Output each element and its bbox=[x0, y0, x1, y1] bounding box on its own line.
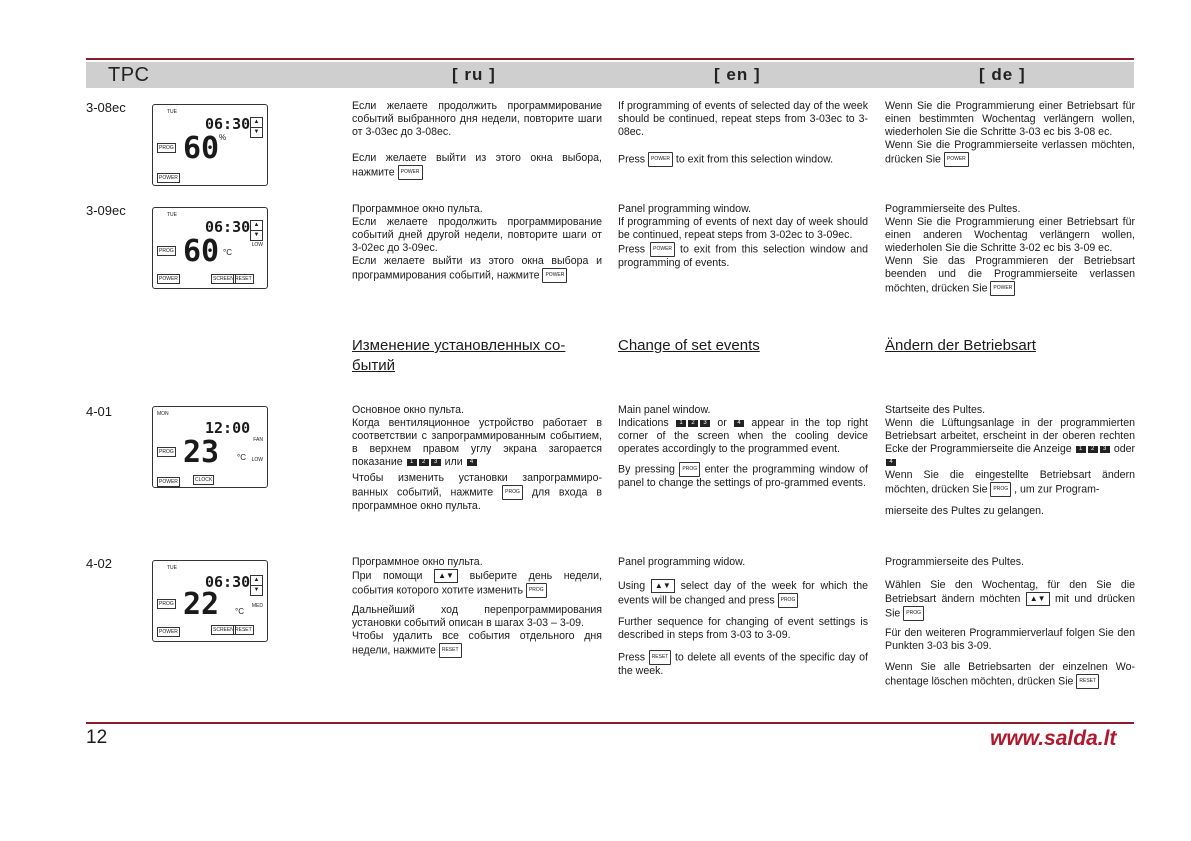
en-text bbox=[618, 100, 868, 167]
en-para: Using bbox=[618, 579, 646, 592]
clock-key: CLOCK bbox=[195, 477, 213, 483]
de-text bbox=[885, 203, 1135, 296]
de-para: Pogrammierseite des Pultes. bbox=[885, 203, 1021, 215]
prog-key: PROG bbox=[679, 462, 700, 477]
up-down-key-icon: ▲▼ bbox=[651, 579, 675, 593]
day-label: TUE bbox=[167, 212, 177, 218]
up-arrow-icon: ▲ bbox=[250, 575, 263, 586]
indicator-icon: 3 bbox=[700, 420, 710, 427]
de-para: Startseite des Pultes. bbox=[885, 404, 986, 416]
lcd-screen bbox=[152, 104, 268, 186]
de-para: oder bbox=[1113, 443, 1136, 455]
header-bar bbox=[86, 62, 1134, 88]
indicator-icon: 1 bbox=[407, 459, 417, 466]
power-key: POWER bbox=[159, 629, 178, 635]
de-para: , um zur Program- bbox=[1014, 483, 1100, 496]
power-key: POWER bbox=[650, 242, 675, 257]
en-text bbox=[618, 556, 868, 678]
en-para: If programming of events of next day of week should be continued, repeat steps from 3-02ec to 3-09ec. bbox=[618, 216, 868, 241]
up-arrow-icon: ▲ bbox=[250, 117, 263, 128]
power-key: POWER bbox=[398, 165, 423, 180]
de-para: Wenn Sie alle Betriebsarten der einzelnen Wo-chentage löschen möchten, drücken Sie bbox=[885, 661, 1135, 688]
lcd-time: 06:30 bbox=[205, 115, 251, 133]
up-down-key-icon: ▲▼ bbox=[1026, 592, 1050, 606]
en-para: to exit from this selection window. bbox=[675, 153, 834, 166]
en-para: Further sequence for changing of event settings is described in steps from 3-03 to 3-09. bbox=[618, 616, 868, 641]
lcd-screen bbox=[152, 207, 268, 289]
en-para: Press bbox=[618, 243, 646, 256]
day-label: TUE bbox=[167, 109, 177, 115]
ru-para: Программное окно пульта. bbox=[352, 556, 483, 568]
lcd-screen bbox=[152, 560, 268, 642]
de-text bbox=[885, 556, 1135, 689]
en-text bbox=[618, 203, 868, 270]
de-text bbox=[885, 100, 1135, 167]
ru-para: Когда вентиляционное устройство работает в соответствии с запрограммированным событием, в верхнем правом углу экрана загорается показание bbox=[352, 417, 602, 468]
power-key: POWER bbox=[159, 479, 178, 485]
en-para: If programming of events of selected day of the week should be continued, repeat steps from 3-03ec to 3-08ec. bbox=[618, 100, 868, 138]
ru-text bbox=[352, 404, 602, 513]
website-link[interactable]: www.salda.lt bbox=[990, 727, 1117, 750]
ru-para: Чтобы удалить все события отдельного дня недели, нажмите bbox=[352, 630, 602, 657]
en-para: Press bbox=[618, 651, 646, 664]
power-key: POWER bbox=[542, 268, 567, 283]
en-para: Indications bbox=[618, 417, 669, 429]
en-para: to delete all events of the specific day of the week. bbox=[618, 651, 868, 677]
de-text bbox=[885, 404, 1135, 518]
top-rule bbox=[86, 58, 1134, 60]
de-para: Wenn die Lüftungsanlage in der programmierten Betriebsart arbeitet, erscheint in der oberen rechten Ecke der Programmierseite die Anzeige bbox=[885, 417, 1135, 455]
en-para: enter the programming window of panel to change the settings of pro-grammed events. bbox=[618, 463, 868, 489]
step-label: 3-08ec bbox=[86, 100, 126, 115]
indicator-icon: 3 bbox=[431, 459, 441, 466]
prog-key: PROG bbox=[903, 606, 924, 621]
indicator-icon: 4 bbox=[886, 459, 896, 466]
ru-para: Чтобы изменить установки запрограммиро-ванных событий, нажмите bbox=[352, 472, 602, 499]
reset-key: RESET bbox=[235, 627, 252, 633]
bottom-rule bbox=[86, 722, 1134, 724]
lcd-unit: °C bbox=[223, 248, 232, 257]
ru-para: Программное окно пульта. bbox=[352, 203, 483, 215]
ru-para: или bbox=[444, 456, 463, 468]
section-heading-ru: Изменение установленных со-бытий bbox=[352, 337, 566, 374]
de-para: mit und drücken Sie bbox=[885, 592, 1136, 620]
prog-key: PROG bbox=[159, 449, 174, 455]
lcd-value: 60 bbox=[183, 234, 220, 269]
reset-key: RESET bbox=[649, 650, 672, 665]
indicator-icon: 1 bbox=[1076, 446, 1086, 453]
prog-key: PROG bbox=[778, 593, 799, 608]
down-arrow-icon: ▼ bbox=[250, 127, 263, 138]
lcd-screen bbox=[152, 406, 268, 488]
prog-key: PROG bbox=[526, 583, 547, 598]
de-para: Für den weiteren Programmierverlauf folgen Sie den Punkten 3-03 bis 3-09. bbox=[885, 627, 1135, 652]
en-para: select day of the week for which the events will be changed and press bbox=[618, 579, 868, 607]
fan-speed-label: LOW bbox=[251, 457, 263, 463]
de-para: mierseite des Pultes zu gelangen. bbox=[885, 505, 1044, 517]
ru-para: Если желаете выйти из этого окна выбора и программирования событий, нажмите bbox=[352, 255, 602, 282]
de-para: Wenn Sie die Programmierseite verlassen möchten, drücken Sie bbox=[885, 139, 1135, 166]
ru-para: Если желаете выйти из этого окна выбора, нажмите bbox=[352, 152, 602, 179]
up-arrow-icon: ▲ bbox=[250, 220, 263, 231]
lcd-value: 22 bbox=[183, 587, 220, 622]
en-para: Panel programming window. bbox=[618, 203, 752, 215]
power-key: POWER bbox=[944, 152, 969, 167]
de-para: Wenn Sie das Programmieren der Betriebsart beenden und die Programmierseite verlassen möchten, drücken Sie bbox=[885, 255, 1135, 295]
de-para: Wählen Sie den Wochentag, für den Sie die Betriebsart ändern möchten bbox=[885, 579, 1135, 605]
section-heading-en: Change of set events bbox=[618, 337, 760, 354]
ru-para: для входа в программное окно пульта. bbox=[352, 486, 602, 512]
step-label: 4-02 bbox=[86, 556, 113, 571]
ru-para: Если желаете продолжить программирование событий дней другой недели, повторите шаги от 3-02ec до 3-09ec. bbox=[352, 216, 602, 254]
up-down-key-icon: ▲▼ bbox=[434, 569, 458, 583]
lang-en: [ en ] bbox=[714, 65, 761, 84]
indicator-icon: 4 bbox=[467, 459, 477, 466]
de-para: Programmierseite des Pultes. bbox=[885, 556, 1024, 568]
day-label: TUE bbox=[167, 565, 177, 571]
ru-para: Основное окно пульта. bbox=[352, 404, 464, 416]
en-text bbox=[618, 404, 868, 490]
lcd-value: 23 bbox=[183, 435, 220, 470]
ru-para: выберите день недели, события которого хотите изменить bbox=[352, 569, 602, 597]
lcd-time: 06:30 bbox=[205, 573, 251, 591]
power-key: POWER bbox=[990, 281, 1015, 296]
en-para: or bbox=[717, 417, 727, 429]
indicator-icon: 3 bbox=[1100, 446, 1110, 453]
de-para: Wenn Sie die Programmierung einer Betriebsart für einen bestimmten Wochentag verlängern wollen, wiederholen Sie die Schritte 3-03 ec bis 3-08 ec. bbox=[885, 100, 1135, 138]
lcd-value: 60 bbox=[183, 131, 220, 166]
lcd-unit: °C bbox=[235, 607, 244, 616]
ru-text bbox=[352, 556, 602, 658]
section-heading-de: Ändern der Betriebsart bbox=[885, 337, 1036, 354]
en-para: Main panel window. bbox=[618, 404, 711, 416]
step-label: 3-09ec bbox=[86, 203, 126, 218]
reset-key: RESET bbox=[1076, 674, 1099, 689]
lcd-unit: % bbox=[219, 133, 227, 142]
indicator-icon: 2 bbox=[688, 420, 698, 427]
brand-label: TPC bbox=[108, 64, 150, 86]
lcd-time: 12:00 bbox=[205, 419, 251, 437]
ru-para: Дальнейший ход перепрограммирования установки событий описан в шагах 3-03 – 3-09. bbox=[352, 604, 602, 629]
power-key: POWER bbox=[159, 175, 178, 181]
lang-de: [ de ] bbox=[979, 65, 1026, 84]
power-key: POWER bbox=[159, 276, 178, 282]
fan-label: FAN bbox=[253, 437, 263, 443]
prog-key: PROG bbox=[159, 601, 174, 607]
prog-key: PROG bbox=[159, 248, 174, 254]
de-para: Wenn Sie die eingestellte Betriebsart ändern möchten, drücken Sie bbox=[885, 469, 1135, 496]
step-label: 4-01 bbox=[86, 404, 113, 419]
en-para: Press bbox=[618, 153, 646, 166]
prog-key: PROG bbox=[990, 482, 1011, 497]
reset-key: RESET bbox=[235, 276, 252, 282]
en-para: Panel programming widow. bbox=[618, 556, 746, 568]
screen-key: SCREEN bbox=[213, 627, 234, 633]
en-para: By pressing bbox=[618, 463, 675, 476]
prog-key: PROG bbox=[502, 485, 523, 500]
page-number: 12 bbox=[86, 727, 108, 748]
lcd-unit: °C bbox=[237, 453, 246, 462]
ru-para: При помощи bbox=[352, 569, 423, 582]
lcd-time: 06:30 bbox=[205, 218, 251, 236]
indicator-icon: 2 bbox=[419, 459, 429, 466]
day-label: MON bbox=[157, 411, 169, 417]
indicator-icon: 2 bbox=[1088, 446, 1098, 453]
reset-key: RESET bbox=[439, 643, 462, 658]
fan-label: LOW bbox=[251, 242, 263, 248]
lang-ru: [ ru ] bbox=[452, 65, 496, 84]
ru-text bbox=[352, 203, 602, 283]
ru-text bbox=[352, 100, 602, 180]
down-arrow-icon: ▼ bbox=[250, 585, 263, 596]
de-para: Wenn Sie die Programmierung einer Betriebsart für einen anderen Wochentag verlängern wollen, wiederholen Sie die Schritte 3-02 ec bis 3-09 ec. bbox=[885, 216, 1135, 254]
en-para: appear in the top right corner of the screen when the cooling device operates accordingly to the programmed event. bbox=[618, 417, 868, 455]
prog-key: PROG bbox=[159, 145, 174, 151]
en-para: to exit from this selection window and programming of events. bbox=[618, 243, 868, 269]
fan-label: MED bbox=[251, 603, 263, 609]
down-arrow-icon: ▼ bbox=[250, 230, 263, 241]
screen-key: SCREEN bbox=[213, 276, 234, 282]
indicator-icon: 1 bbox=[676, 420, 686, 427]
indicator-icon: 4 bbox=[734, 420, 744, 427]
power-key: POWER bbox=[648, 152, 673, 167]
ru-para: Если желаете продолжить программирование событий выбранного дня недели, повторите шаги от 3-03ec до 3-08ec. bbox=[352, 100, 602, 138]
